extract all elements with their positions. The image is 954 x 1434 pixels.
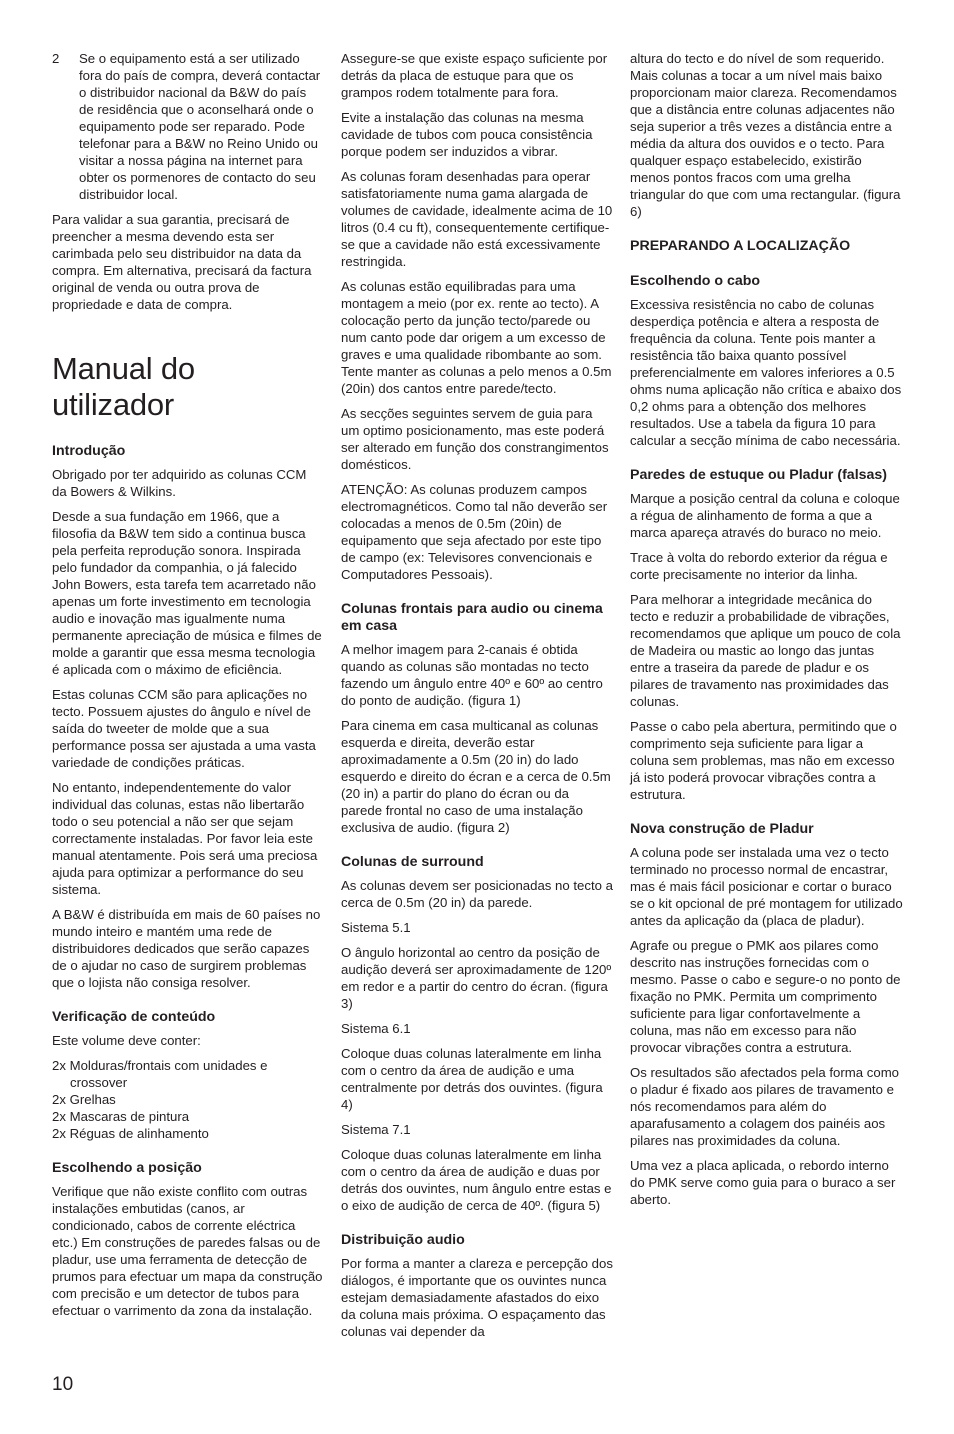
paragraph: As colunas foram desenhadas para operar satisfatoriamente numa gama alargada de volumes de cavidade, idealmente acima de 10 litros (0.4 cu ft), consequentemente certifique-se que a cavidade não está excessivamente restringida.	[341, 169, 613, 269]
paragraph: Os resultados são afectados pela forma como o pladur é fixado aos pilares de travamento e nós recomendamos para além do aparafusamento a colagem dos painéis aos pilares nas proximidades da coluna.	[630, 1065, 900, 1148]
paragraph: Para cinema em casa multicanal as colunas esquerda e direita, deverão estar aproximadamente a 0.5m (20 in) do lado esquerdo e direito do écran e a cerca de 0.5m (20 in) a partir do plano do écran ou da parede frontal no caso de uma instalação exclusiva de audio. (figura 2)	[341, 718, 611, 835]
preparation-heading: PREPARANDO A LOCALIZAÇÃO	[630, 238, 851, 254]
warning-paragraph: ATENÇÃO: As colunas produzem campos electromagnéticos. Como tal não deverão ser colocadas a menos de 0.5m (20in) de equipamento que seja afectado por este tipo de campo (ex: Televisores convencionais e Computadores Pessoais).	[341, 482, 608, 582]
system-label: Sistema 5.1	[341, 920, 411, 935]
contents-intro: Este volume deve conter:	[52, 1033, 201, 1048]
intro-paragraph-1: Obrigado por ter adquirido as colunas CCM da Bowers & Wilkins.	[52, 467, 307, 499]
page-number: 10	[52, 1374, 74, 1395]
position-paragraph-1: Verifique que não existe conflito com outras instalações embutidas (canos, ar condicionado, cabos de corrente eléctrica etc.) Em construções de paredes falsas ou de pladur, use uma ferramenta de detecção de prumos para efectuar um mapa da construção com precisão e um detector de tubos para efectuar o varrimento da zona da instalação.	[52, 1184, 323, 1318]
paragraph: Agrafe ou pregue o PMK aos pilares como descrito nas instruções fornecidas com o mesmo. Passe o cabo e segure-o no ponto de fixação no PMK. Permita um comprimento suficiente para ligar confortavelmente a coluna, mas não em excesso para não provocar vibrações contra a estrutura.	[630, 938, 901, 1055]
paragraph: Trace à volta do rebordo exterior da régua e corte precisamente no interior da linha.	[630, 550, 888, 582]
item-number: 2	[52, 51, 60, 66]
intro-paragraph-4: No entanto, independentemente do valor individual das colunas, estas não libertarão todo o seu potencial a não ser que sejam correctamente instaladas. Por favor leia este manual atentamente. Pois será uma preciosa ajuda para optimizar a performance do seu sistema.	[52, 780, 318, 897]
paragraph: O ângulo horizontal ao centro da posição de audição deverá ser aproximadamente de 120º em redor e a partir do centro do écran. (figura 3)	[341, 945, 612, 1011]
paragraph: Coloque duas colunas lateralmente em linha com o centro da área de audição e uma centralmente por detrás dos ouvintes. (figura 4)	[341, 1046, 603, 1112]
paragraph: As colunas estão equilibradas para uma montagem a meio (por ex. rente ao tecto). A colocação perto da junção tecto/parede ou num canto pode dar origem a um excesso de graves e uma qualidade ribombante ao som. Tente manter as colunas a pelo menos a 0.5m (20in) dos cantos entre parede/tecto.	[341, 279, 612, 396]
paragraph: Por forma a manter a clareza e percepção dos diálogos, é importante que os ouvintes nunca estejam demasiadamente afastados do eixo da coluna mais próxima. O espaçamento das colunas vai depender da	[341, 1256, 613, 1339]
list-item: 2x Mascaras de pintura	[52, 1109, 190, 1124]
intro-paragraph-2: Desde a sua fundação em 1966, que a filosofia da B&W tem sido a continua busca pela perfeita reprodução sonora. Inspirada pelo fundador da companhia, o já falecido John Bowers, esta tarefa tem acarretado não apenas um forte investimento em tecnologia audio e inovação mas igualmente numa permanente apreciação de música e filmes de molde a garantir que essa mesma tecnologia é aplicada com o máximo de eficiência.	[52, 509, 322, 677]
paragraph: Marque a posição central da coluna e coloque a régua de alinhamento de forma a que a marca apareça através do buraco no meio.	[630, 491, 900, 540]
intro-paragraph-5: A B&W é distribuída em mais de 60 países no mundo inteiro e mantém uma rede de distribuidores dedicados que serão capazes de o ajudar no caso de surgirem problemas que o lojista não consiga resolver.	[52, 907, 321, 990]
paragraph: Assegure-se que existe espaço suficiente por detrás da placa de estuque para que os grampos rodem totalmente para fora.	[341, 51, 608, 100]
distribution-heading: Distribuição audio	[341, 1232, 465, 1248]
paragraph: Para melhorar a integridade mecânica do tecto e reduzir a probabilidade de vibrações, recomendamos que aplique um pouco de cola de Madeira ou mastic ao longo das juntas entre a traseira da parede de pladur e os pilares de travamento nas proximidades das colunas.	[630, 592, 901, 709]
paragraph: altura do tecto e do nível de som requerido. Mais colunas a tocar a um nível mais baixo proporcionam maior clareza. Recomendamos que a distância entre colunas adjacentes não seja superior a três vezes a distância entre a média da altura dos ouvidos e o tecto. Para qualquer espaço estabelecido, existirão menos pontos fracos com uma grelha triangular do que com uma rectangular. (figura 6)	[630, 51, 901, 219]
column-middle	[341, 50, 613, 1348]
intro-paragraph-3: Estas colunas CCM são para aplicações no tecto. Possuem ajustes do ângulo e nível de saída do tweeter de molde que a sua performance possa ser ajustada a uma vasta variedade de condições práticas.	[52, 687, 316, 770]
paragraph: Uma vez a placa aplicada, o rebordo interno do PMK serve como guia para o buraco a ser aberto.	[630, 1158, 896, 1207]
paragraph: A melhor imagem para 2-canais é obtida quando as colunas são montadas no tecto fazendo um ângulo entre 40º e 60º ao centro do ponto de audição. (figura 1)	[341, 642, 603, 708]
paragraph: Coloque duas colunas lateralmente em linha com o centro da área de audição e duas por detrás dos ouvintes, num ângulo entre estas e o eixo de audição de cerca de 40º. (figura 5)	[341, 1147, 612, 1213]
contents-list	[52, 1057, 324, 1142]
paragraph: As colunas devem ser posicionadas no tecto a cerca de 0.5m (20 in) da parede.	[341, 878, 613, 910]
new-construction-heading: Nova construção de Pladur	[630, 821, 814, 837]
intro-heading: Introdução	[52, 443, 126, 459]
warranty-paragraph: Para validar a sua garantia, precisará de preencher a mesma devendo esta ser carimbada pelo seu distribuidor na data da compra. Em alternativa, precisará da factura original de venda ou outra prova de propriedade e data de compra.	[52, 212, 312, 312]
paragraph: As secções seguintes servem de guia para um optimo posicionamento, mas este poderá ser alterado em função dos constrangimentos domésticos.	[341, 406, 609, 472]
walls-heading: Paredes de estuque ou Pladur (falsas)	[630, 467, 888, 483]
list-item: 2x Grelhas	[52, 1092, 116, 1107]
cable-heading: Escolhendo o cabo	[630, 273, 761, 289]
numbered-item-2	[52, 50, 324, 203]
manual-title: Manual do utilizador	[52, 351, 195, 422]
paragraph: Passe o cabo pela abertura, permitindo que o comprimento seja suficiente para ligar a coluna sem problemas, mas não em excesso já isto poderá provocar vibrações contra a estrutura.	[630, 719, 897, 802]
item-text: Se o equipamento está a ser utilizado fora do país de compra, deverá contactar o distribuidor nacional da B&W do país de residência que o aconselhará onde o equipamento pode ser reparado. Pode telefonar para a B&W no Reino Unido ou visitar a nossa página na internet para obter os pormenores de contacto do seu distribuidor local.	[79, 51, 321, 202]
system-label: Sistema 6.1	[341, 1021, 411, 1036]
list-item: 2x Molduras/frontais com unidades e crossover	[52, 1058, 268, 1090]
column-left	[52, 50, 324, 1327]
surround-heading: Colunas de surround	[341, 854, 484, 870]
paragraph: Excessiva resistência no cabo de colunas desperdiça potência e altera a resposta de frequência da coluna. Tente pois manter a resistência tão baixa quanto possível preferencialmente em valores inferiores a 0.5 ohms numa aplicação não crítica e abaixo dos 0,2 ohms para a obtenção dos melhores resultados. Use a tabela da figura 10 para calcular a secção mínima de cabo necessária.	[630, 297, 902, 448]
list-item: 2x Réguas de alinhamento	[52, 1126, 209, 1141]
paragraph: A coluna pode ser instalada uma vez o tecto terminado no processo normal de encastrar, mas é mais fácil posicionar e cortar o buraco se o kit opcional de pré montagem for utilizado antes da aplicação da (placa de pladur).	[630, 845, 903, 928]
paragraph: Evite a instalação das colunas na mesma cavidade de tubos com pouca consistência porque podem ser induzidos a vibrar.	[341, 110, 593, 159]
contents-heading: Verificação de conteúdo	[52, 1009, 216, 1025]
front-speakers-heading: Colunas frontais para audio ou cinema em casa	[341, 601, 603, 634]
column-right	[630, 50, 904, 1216]
position-heading: Escolhendo a posição	[52, 1160, 202, 1176]
system-label: Sistema 7.1	[341, 1122, 411, 1137]
